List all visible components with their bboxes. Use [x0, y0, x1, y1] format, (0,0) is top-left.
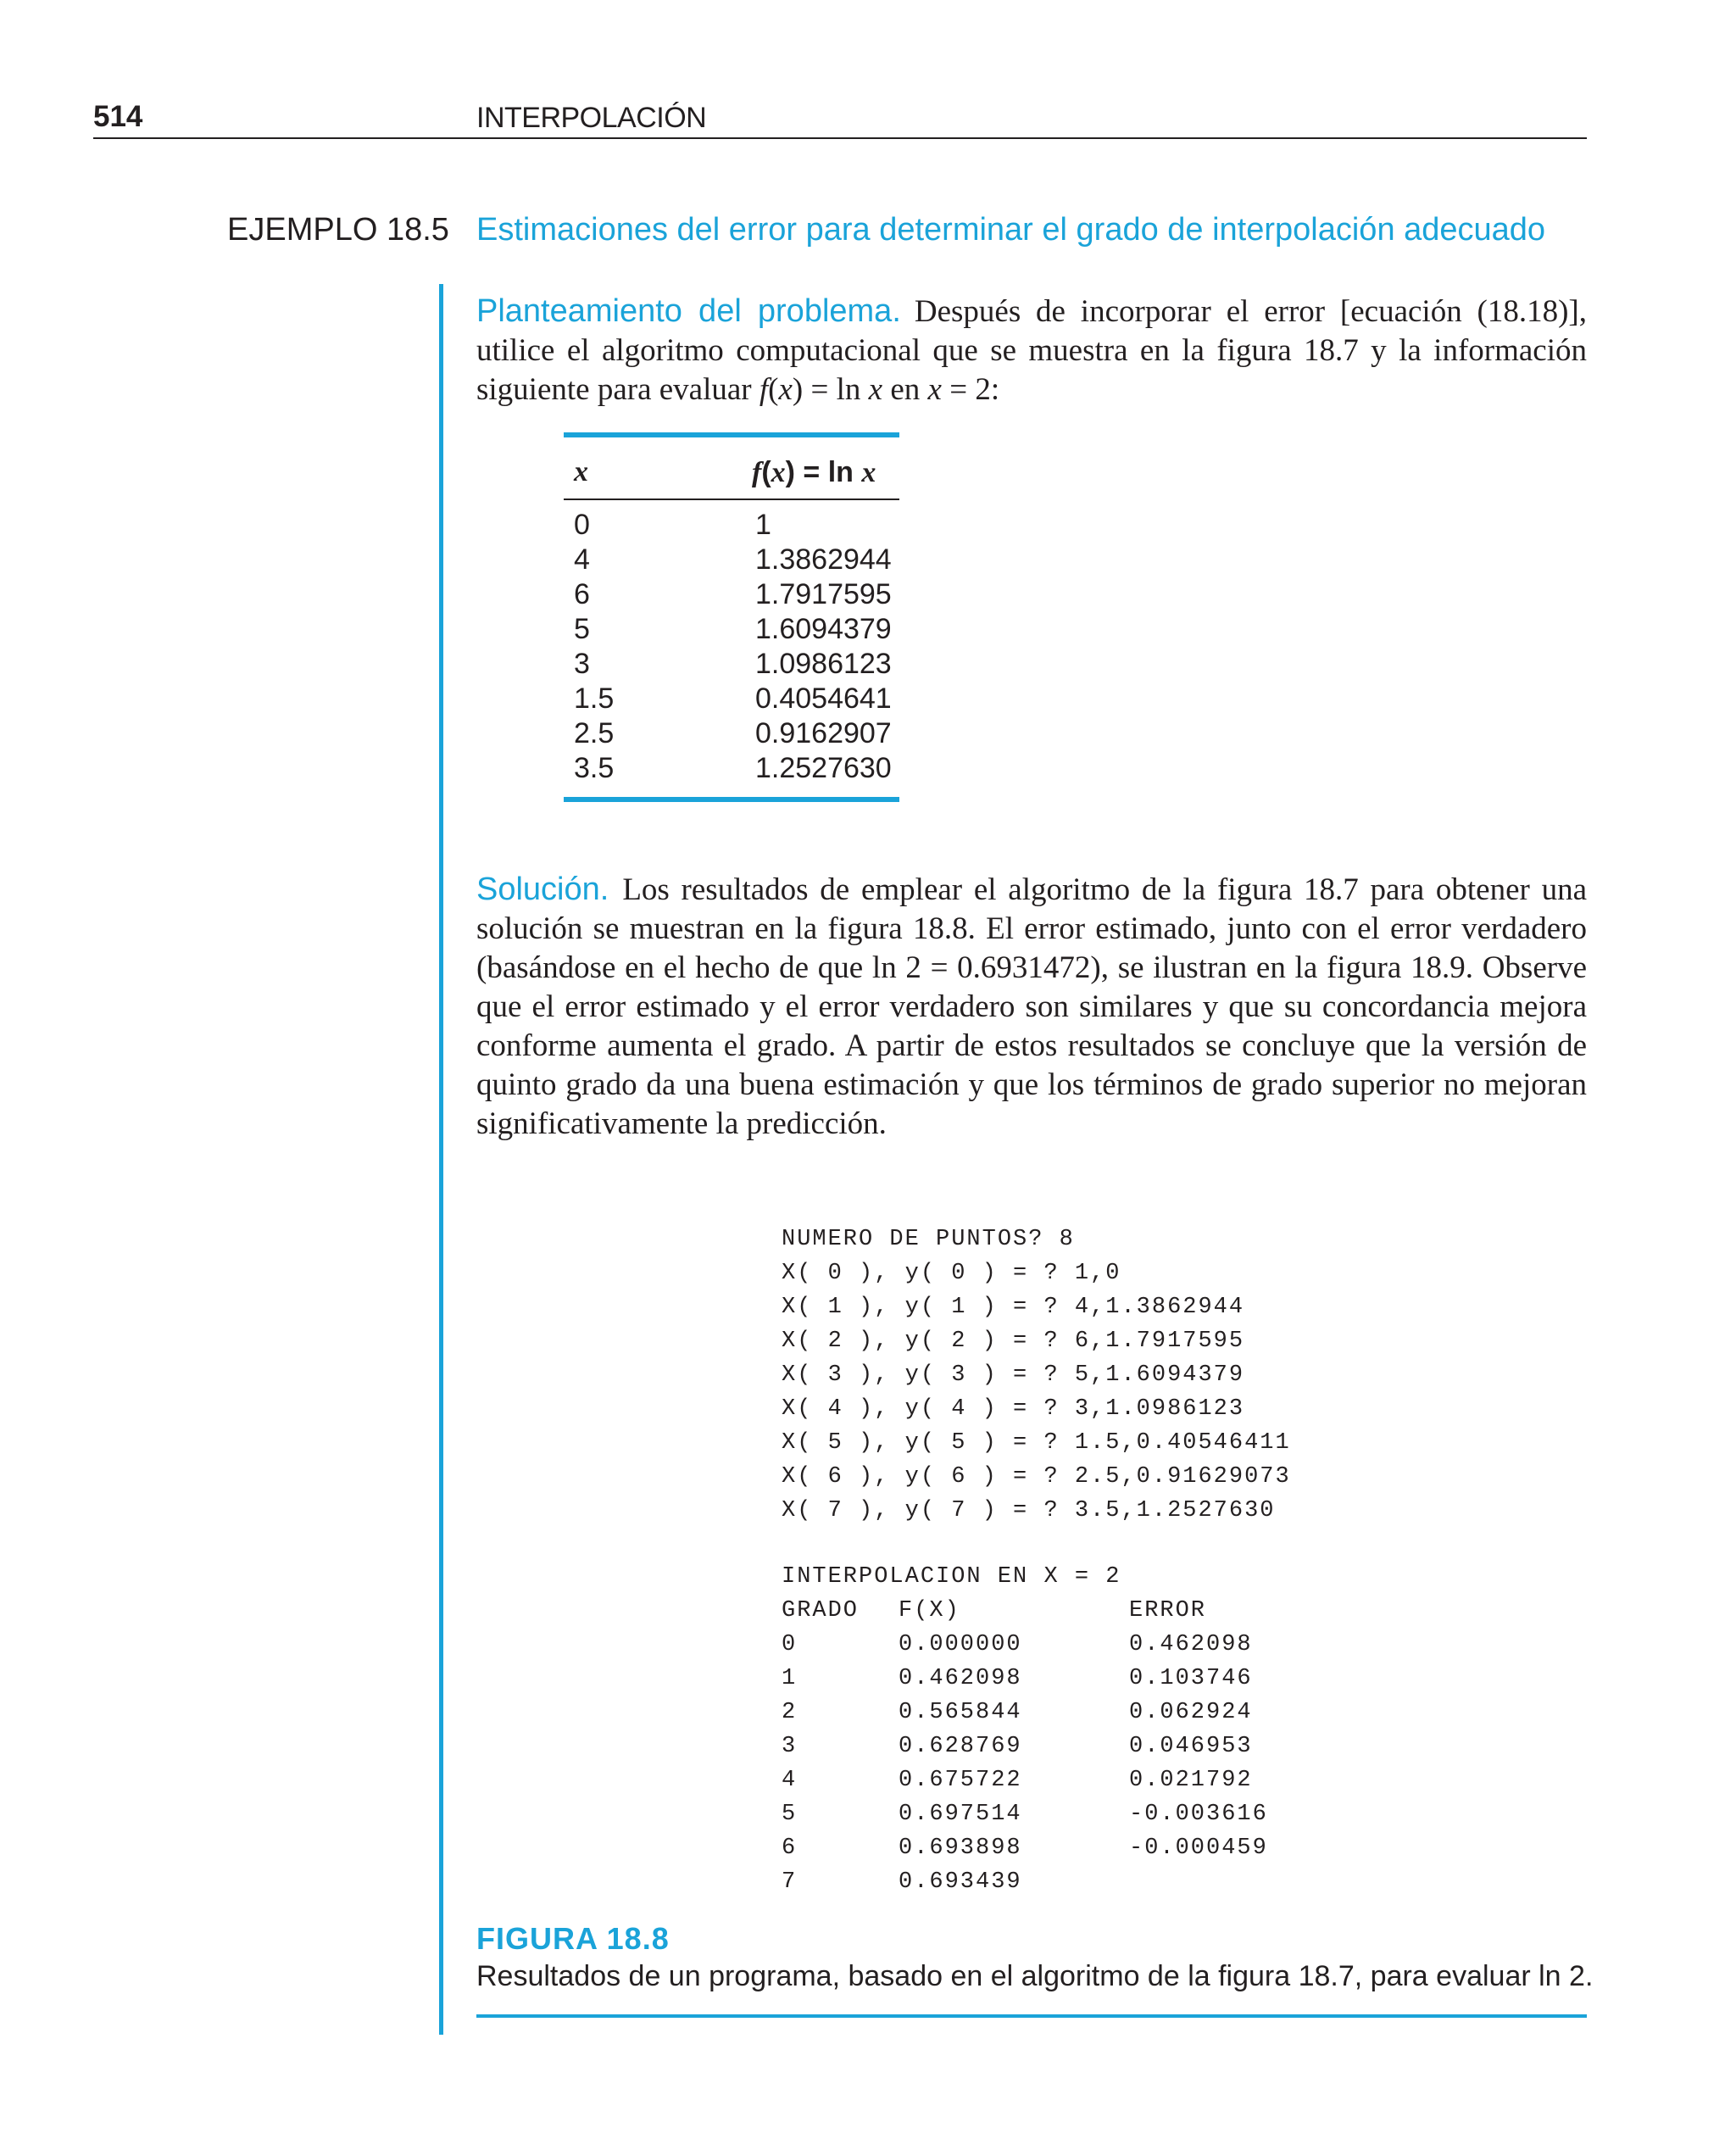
statement-lead: Planteamiento del problema.	[476, 293, 901, 329]
statement-text-4: = 2:	[941, 372, 1000, 407]
data-table	[564, 432, 899, 802]
statement-text-3: en	[882, 372, 928, 407]
cell-fx: 1.7917595	[755, 578, 892, 610]
cell-x: 4	[574, 543, 590, 576]
result-row	[782, 1729, 1291, 1763]
output-line: X( 0 ), y( 0 ) = ? 1,0	[782, 1261, 1121, 1286]
table-row	[564, 750, 899, 785]
result-error: 0.046953	[1129, 1734, 1253, 1759]
result-fx: 0.000000	[899, 1632, 1022, 1657]
result-fx: 0.693898	[899, 1835, 1022, 1861]
result-grado: 5	[782, 1802, 798, 1827]
result-error: -0.000459	[1129, 1835, 1268, 1861]
table-row	[564, 681, 899, 716]
result-grado: 7	[782, 1869, 798, 1895]
col-error: ERROR	[1129, 1598, 1207, 1624]
output-line: X( 2 ), y( 2 ) = ? 6,1.7917595	[782, 1328, 1245, 1354]
statement-x1: x	[778, 372, 793, 407]
th-x-inner: x	[771, 457, 786, 488]
solution-text: Los resultados de emplear el algoritmo de la figura 18.7 para obtener una solución se muestran en la figura 18.8. El error estimado, junto con el error verdadero (basándose en el hecho de que ln 2 = 0.6931472), se ilustran en la figura 18.9. Observe que el error estimado y el error verdadero son similares y que su concordancia mejora conforme aumenta el grado. A partir de estos resultados se concluye que la versión de quinto grado da una buena estimación y que los términos de grado superior no mejoran significativamente la predicción.	[476, 872, 1587, 1141]
result-grado: 4	[782, 1768, 798, 1793]
figure-caption: Resultados de un programa, basado en el algoritmo de la figura 18.7, para evaluar ln 2.	[476, 1960, 1594, 1992]
th-rest: ) = ln	[785, 456, 862, 488]
statement-text-1: Después de incorporar el error [ecuación (18.18)], utilice el algoritmo computacional que se muestra en la figura 18.7 y la información siguiente para evaluar	[476, 294, 1587, 407]
output-line: X( 7 ), y( 7 ) = ? 3.5,1.2527630	[782, 1498, 1276, 1523]
example-title: Estimaciones del error para determinar el grado de interpolación adecuado	[476, 212, 1546, 248]
page-number: 514	[93, 100, 143, 133]
solution-lead: Solución.	[476, 872, 609, 907]
cell-fx: 0.4054641	[755, 682, 892, 715]
cell-fx: 1.6094379	[755, 613, 892, 645]
result-fx: 0.462098	[899, 1666, 1022, 1691]
result-grado: 6	[782, 1835, 798, 1861]
output-line: X( 1 ), y( 1 ) = ? 4,1.3862944	[782, 1295, 1245, 1320]
result-row	[782, 1662, 1291, 1696]
output-line: X( 4 ), y( 4 ) = ? 3,1.0986123	[782, 1396, 1245, 1422]
result-error: 0.103746	[1129, 1666, 1253, 1691]
results-header	[782, 1594, 1291, 1628]
cell-x: 1.5	[574, 682, 615, 715]
result-fx: 0.697514	[899, 1802, 1022, 1827]
result-grado: 1	[782, 1666, 798, 1691]
result-error: 0.062924	[1129, 1700, 1253, 1725]
col-grado: GRADO	[782, 1598, 860, 1624]
table-row	[564, 646, 899, 681]
solution-paragraph	[476, 870, 1587, 1144]
bottom-rule	[476, 2014, 1587, 2018]
th-f: f	[752, 457, 762, 488]
cell-x: 3.5	[574, 752, 615, 784]
result-grado: 2	[782, 1700, 798, 1725]
cell-x: 0	[574, 509, 590, 541]
statement-paren: (	[768, 372, 779, 407]
page-header	[93, 100, 1587, 139]
output-line: X( 3 ), y( 3 ) = ? 5,1.6094379	[782, 1362, 1245, 1388]
result-error: -0.003616	[1129, 1802, 1268, 1827]
result-row	[782, 1763, 1291, 1797]
output-line: X( 6 ), y( 6 ) = ? 2.5,0.91629073	[782, 1464, 1291, 1490]
statement-x2: x	[868, 372, 883, 407]
result-row	[782, 1865, 1291, 1899]
running-head: INTERPOLACIÓN	[476, 102, 707, 134]
statement-f: f	[759, 372, 769, 407]
th-open: (	[761, 456, 771, 488]
result-fx: 0.628769	[899, 1734, 1022, 1759]
cell-x: 6	[574, 578, 590, 610]
col-fx: F(X)	[899, 1598, 960, 1624]
cell-x: 3	[574, 648, 590, 680]
output-line: X( 5 ), y( 5 ) = ? 1.5,0.40546411	[782, 1430, 1291, 1456]
cell-fx: 1	[755, 509, 771, 541]
table-row	[564, 611, 899, 646]
problem-statement	[476, 292, 1587, 409]
side-rule	[439, 284, 443, 2035]
output-line: NUMERO DE PUNTOS? 8	[782, 1227, 1075, 1252]
cell-fx: 1.0986123	[755, 648, 892, 680]
example-label: EJEMPLO 18.5	[227, 212, 449, 248]
cell-fx: 1.3862944	[755, 543, 892, 576]
th-x2: x	[861, 457, 876, 488]
table-row	[564, 576, 899, 611]
program-output	[782, 1223, 1291, 1899]
table-header-fx	[752, 456, 876, 489]
cell-fx: 1.2527630	[755, 752, 892, 784]
result-row	[782, 1696, 1291, 1729]
result-grado: 0	[782, 1632, 798, 1657]
result-error: 0.021792	[1129, 1768, 1253, 1793]
result-fx: 0.565844	[899, 1700, 1022, 1725]
statement-text-2: ) = ln	[792, 372, 869, 407]
output-gap	[782, 1528, 1291, 1560]
interpolation-line: INTERPOLACION EN X = 2	[782, 1564, 1121, 1590]
result-fx: 0.675722	[899, 1768, 1022, 1793]
cell-x: 5	[574, 613, 590, 645]
result-row	[782, 1831, 1291, 1865]
table-body	[564, 500, 899, 797]
cell-x: 2.5	[574, 717, 615, 749]
table-header-x: x	[574, 456, 588, 487]
table-row	[564, 507, 899, 542]
result-error: 0.462098	[1129, 1632, 1253, 1657]
table-row	[564, 716, 899, 750]
result-row	[782, 1628, 1291, 1662]
table-row	[564, 542, 899, 576]
result-grado: 3	[782, 1734, 798, 1759]
table-header	[564, 437, 899, 500]
result-row	[782, 1797, 1291, 1831]
cell-fx: 0.9162907	[755, 717, 892, 749]
statement-x3: x	[927, 372, 942, 407]
result-fx: 0.693439	[899, 1869, 1022, 1895]
figure-label: FIGURA 18.8	[476, 1921, 670, 1956]
